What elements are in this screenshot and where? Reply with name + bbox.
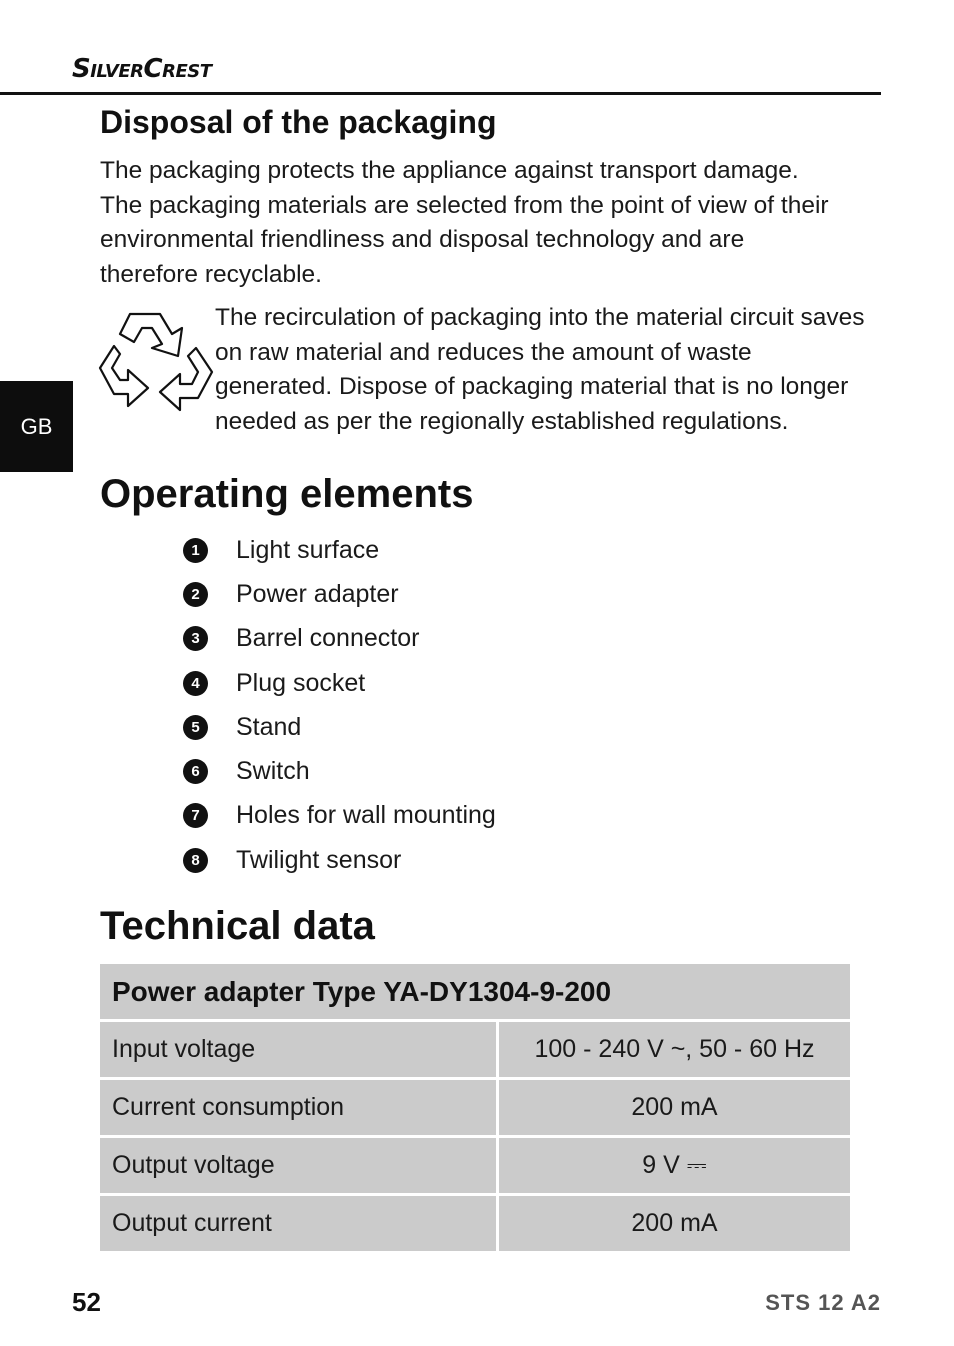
- element-label: Twilight sensor: [236, 845, 402, 874]
- spec-label: Output voltage: [100, 1138, 496, 1193]
- element-label: Holes for wall mounting: [236, 801, 496, 830]
- spec-value: 200 mA: [499, 1196, 850, 1251]
- element-label: Barrel connector: [236, 624, 420, 653]
- list-item: [183, 572, 496, 616]
- technical-data-table: [97, 961, 853, 1254]
- element-label: Power adapter: [236, 579, 399, 608]
- disposal-paragraph: The packaging protects the appliance against transport damage. The packaging materials are selected from the point of view of their environmental friendliness and disposal technology and are therefore recyclable.: [100, 157, 829, 288]
- header-divider: [0, 92, 881, 95]
- element-label: Stand: [236, 712, 302, 741]
- number-badge: 5: [183, 715, 208, 740]
- spec-value: 100 - 240 V ~, 50 - 60 Hz: [499, 1022, 850, 1077]
- element-label: Light surface: [236, 535, 380, 564]
- element-label: Switch: [236, 757, 310, 786]
- table-row: [100, 1138, 850, 1193]
- language-tab: GB: [0, 381, 73, 472]
- disposal-heading: Disposal of the packaging: [100, 104, 497, 140]
- table-row: [100, 1080, 850, 1135]
- list-item: [183, 838, 496, 882]
- table-row: [100, 1022, 850, 1077]
- technical-data-heading: Technical data: [100, 904, 375, 948]
- recirculation-paragraph: The recirculation of packaging into the material circuit saves on raw material and reduces the amount of waste generated. Dispose of packaging material that is no longer needed as per the regionally established regulations.: [215, 304, 865, 435]
- number-badge: 3: [183, 626, 208, 651]
- table-header-row: [100, 964, 850, 1019]
- list-item: [183, 749, 496, 793]
- list-item: [183, 661, 496, 705]
- number-badge: 7: [183, 803, 208, 828]
- number-badge: 1: [183, 538, 208, 563]
- list-item: [183, 705, 496, 749]
- table-header: Power adapter Type YA-DY1304-9-200: [100, 964, 850, 1019]
- number-badge: 2: [183, 582, 208, 607]
- operating-elements-list: [183, 528, 496, 882]
- brand-logo: SilverCrest: [72, 54, 212, 84]
- model-number: STS 12 A2: [765, 1290, 881, 1315]
- operating-elements-heading: Operating elements: [100, 472, 474, 516]
- list-item: [183, 528, 496, 572]
- spec-label: Output current: [100, 1196, 496, 1251]
- spec-value: 9 V ⎓: [499, 1138, 850, 1193]
- list-item: [183, 617, 496, 661]
- element-label: Plug socket: [236, 668, 366, 697]
- number-badge: 4: [183, 671, 208, 696]
- spec-value: 200 mA: [499, 1080, 850, 1135]
- number-badge: 8: [183, 848, 208, 873]
- table-row: [100, 1196, 850, 1251]
- number-badge: 6: [183, 759, 208, 784]
- recycle-icon: [98, 306, 214, 418]
- page-number: 52: [72, 1287, 101, 1317]
- list-item: [183, 794, 496, 838]
- spec-label: Input voltage: [100, 1022, 496, 1077]
- spec-label: Current consumption: [100, 1080, 496, 1135]
